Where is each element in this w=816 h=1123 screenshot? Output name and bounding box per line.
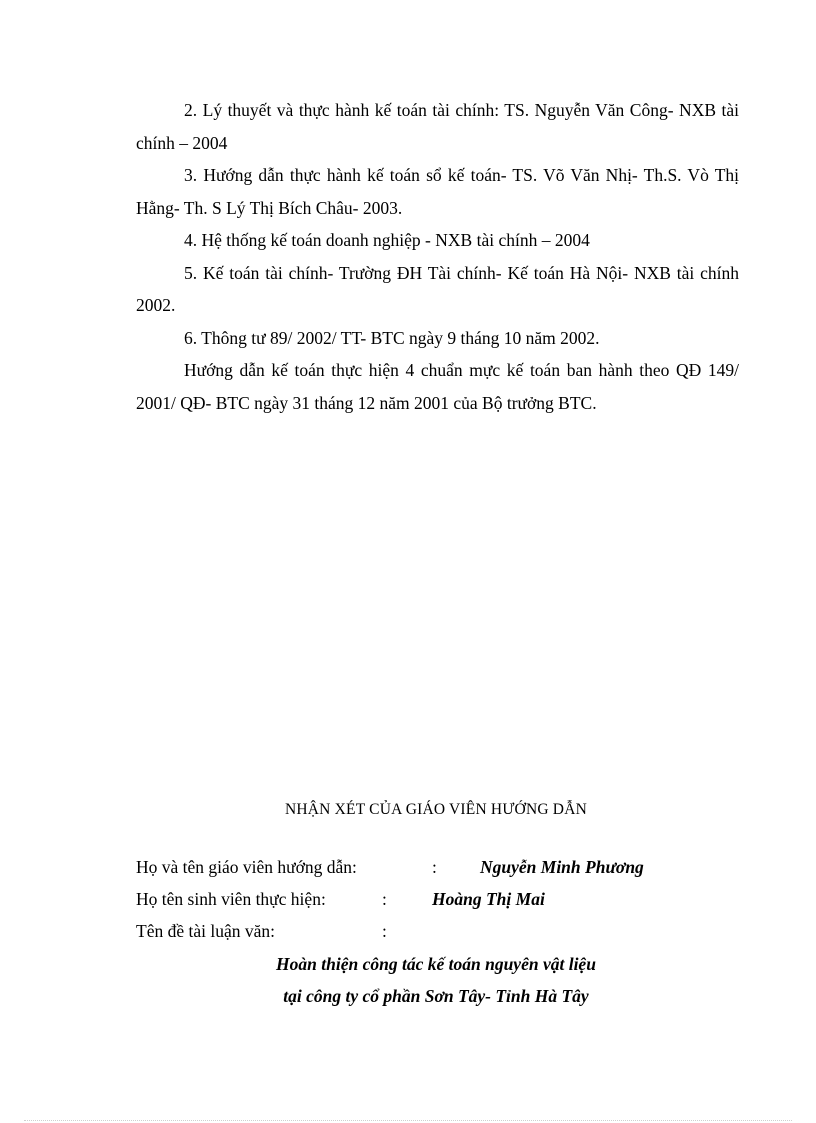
student-name: Hoàng Thị Mai [432, 889, 545, 909]
reference-item: 2. Lý thuyết và thực hành kế toán tài chính: TS. Nguyễn Văn Công- NXB tài chính – 2004 [136, 100, 739, 153]
page-bottom-divider [24, 1120, 792, 1121]
student-row [136, 888, 545, 910]
supervisor-label: Họ và tên giáo viên hướng dẫn: [136, 857, 357, 877]
student-label: Họ tên sinh viên thực hiện: [136, 889, 326, 909]
thesis-title-line-2: tại công ty cổ phần Sơn Tây- Tỉnh Hà Tây [283, 986, 589, 1006]
supervisor-name: Nguyễn Minh Phương [480, 857, 644, 877]
reference-item: 6. Thông tư 89/ 2002/ TT- BTC ngày 9 tháng 10 năm 2002. [184, 327, 600, 348]
thesis-row [136, 920, 387, 942]
reference-note: Hướng dẫn kế toán thực hiện 4 chuẩn mực kế toán ban hành theo QĐ 149/ 2001/ QĐ- BTC ngày 31 tháng 12 năm 2001 của Bộ trưởng BTC. [136, 360, 739, 413]
supervisor-comment-heading: NHẬN XÉT CỦA GIÁO VIÊN HƯỚNG DẪN [284, 801, 587, 818]
supervisor-row [136, 856, 644, 878]
reference-list [136, 94, 739, 419]
supervisor-colon: : [432, 857, 437, 877]
thesis-colon: : [382, 921, 387, 941]
thesis-title-line-1: Hoàn thiện công tác kế toán nguyên vật liệu [276, 954, 596, 974]
reference-item: 4. Hệ thống kế toán doanh nghiệp - NXB tài chính – 2004 [184, 230, 590, 250]
student-colon: : [382, 889, 387, 909]
reference-item: 5. Kế toán tài chính- Trường ĐH Tài chính- Kế toán Hà Nội- NXB tài chính 2002. [136, 262, 739, 315]
thesis-label: Tên đề tài luận văn: [136, 921, 275, 941]
reference-item: 3. Hướng dẫn thực hành kế toán sổ kế toán- TS. Võ Văn Nhị- Th.S. Vò Thị Hằng- Th. S Lý Thị Bích Châu- 2003. [136, 165, 739, 218]
